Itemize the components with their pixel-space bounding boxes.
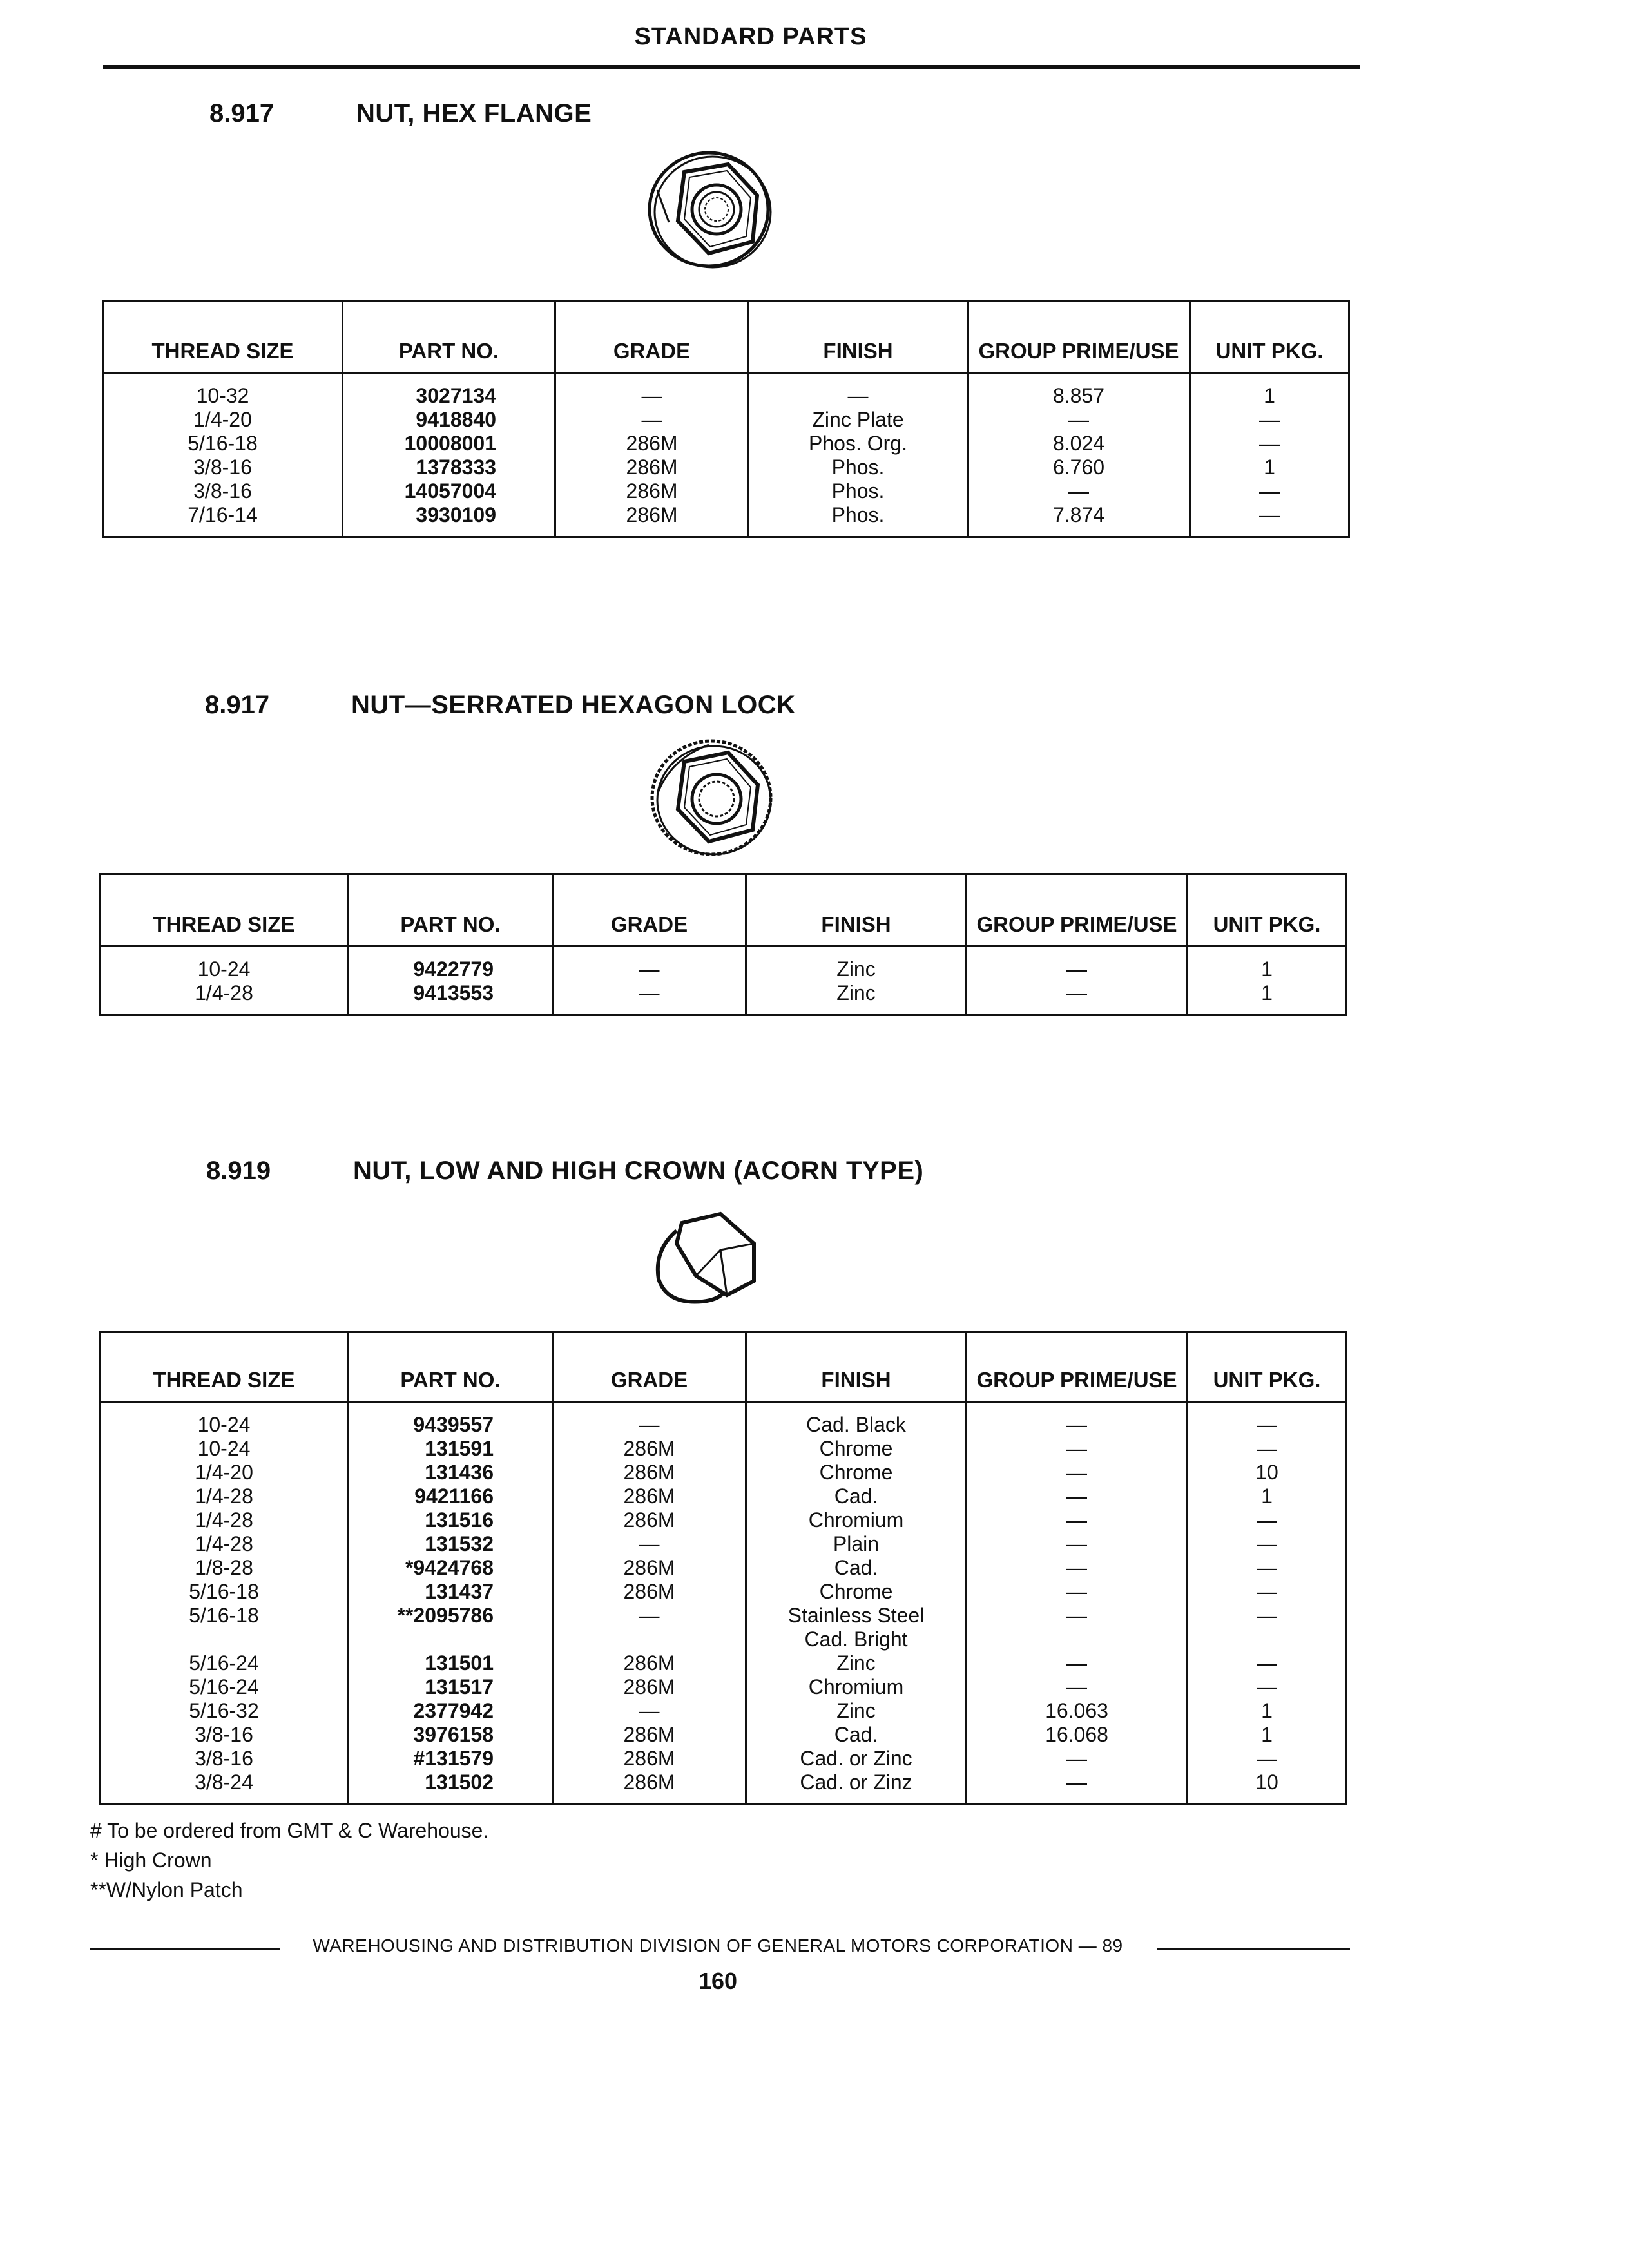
part-number-cell: 3027134 [343, 373, 555, 408]
table-row [100, 1604, 1347, 1628]
unit-cell: 1 [1188, 947, 1347, 982]
part-number-cell: 9418840 [343, 408, 555, 432]
group-cell: — [967, 1402, 1188, 1437]
thread-size-cell: 5/16-24 [100, 1675, 349, 1699]
finish-cell: Chromium [746, 1508, 967, 1532]
thread-size-cell: 5/16-18 [100, 1580, 349, 1604]
finish-cell: Plain [746, 1532, 967, 1556]
table-row [100, 1437, 1347, 1461]
thread-size-cell: 3/8-24 [100, 1771, 349, 1805]
group-cell: 16.068 [967, 1723, 1188, 1747]
parts-table [102, 300, 1350, 538]
grade-cell: 286M [555, 503, 749, 537]
unit-cell: — [1190, 408, 1349, 432]
page-header: STANDARD PARTS [634, 23, 867, 50]
part-number-cell [349, 1628, 553, 1651]
unit-cell: — [1188, 1508, 1347, 1532]
finish-cell: Zinc [746, 947, 967, 982]
section-title: NUT—SERRATED HEXAGON LOCK [351, 691, 796, 719]
thread-size-cell: 1/4-28 [100, 981, 349, 1015]
unit-cell: — [1188, 1651, 1347, 1675]
unit-cell: — [1188, 1532, 1347, 1556]
grade-cell: — [553, 947, 746, 982]
header-rule [103, 65, 1360, 69]
grade-cell: 286M [553, 1556, 746, 1580]
grade-cell: 286M [555, 432, 749, 456]
grade-cell: 286M [553, 1651, 746, 1675]
table-row [100, 1461, 1347, 1485]
col-header-grade: GRADE [553, 1332, 746, 1402]
finish-cell: Cad. [746, 1556, 967, 1580]
parts-table [99, 1331, 1347, 1805]
table-row [100, 1580, 1347, 1604]
thread-size-cell: 3/8-16 [103, 479, 343, 503]
grade-cell: — [553, 981, 746, 1015]
table-row [100, 1675, 1347, 1699]
grade-cell: — [555, 408, 749, 432]
group-cell: — [967, 1580, 1188, 1604]
footnotes [90, 1816, 488, 1905]
page-number: 160 [698, 1968, 738, 1994]
table-row [100, 1723, 1347, 1747]
group-cell: — [967, 947, 1188, 982]
unit-cell: — [1188, 1580, 1347, 1604]
finish-cell: Chrome [746, 1461, 967, 1485]
table-row [100, 1771, 1347, 1805]
table-row [100, 1508, 1347, 1532]
grade-cell: 286M [553, 1771, 746, 1805]
unit-cell: 1 [1190, 456, 1349, 479]
unit-cell: 10 [1188, 1461, 1347, 1485]
grade-cell: 286M [553, 1675, 746, 1699]
part-number-cell: 131436 [349, 1461, 553, 1485]
table-row [100, 1651, 1347, 1675]
part-number-cell: 9422779 [349, 947, 553, 982]
group-cell: — [967, 1485, 1188, 1508]
col-header-finish: FINISH [749, 301, 968, 373]
group-cell: 6.760 [968, 456, 1190, 479]
grade-cell: — [555, 373, 749, 408]
finish-cell: Chrome [746, 1580, 967, 1604]
table-row [100, 1747, 1347, 1771]
col-header-unit: UNIT PKG. [1188, 1332, 1347, 1402]
thread-size-cell: 3/8-16 [100, 1747, 349, 1771]
part-number-cell: 14057004 [343, 479, 555, 503]
group-cell: — [967, 1461, 1188, 1485]
thread-size-cell: 5/16-18 [103, 432, 343, 456]
thread-size-cell: 1/4-20 [103, 408, 343, 432]
footnote: **W/Nylon Patch [90, 1878, 243, 1901]
finish-cell: Cad. [746, 1723, 967, 1747]
unit-cell [1188, 1628, 1347, 1651]
unit-cell: — [1188, 1675, 1347, 1699]
table-row [100, 1532, 1347, 1556]
page-footer: WAREHOUSING AND DISTRIBUTION DIVISION OF GENERAL MOTORS CORPORATION — 89 [313, 1936, 1123, 1956]
thread-size-cell: 5/16-24 [100, 1651, 349, 1675]
thread-size-cell: 3/8-16 [103, 456, 343, 479]
unit-cell: — [1188, 1437, 1347, 1461]
group-cell: — [967, 1508, 1188, 1532]
col-header-group: GROUP PRIME/USE [967, 874, 1188, 947]
table-row [103, 408, 1349, 432]
hex-flange-nut-icon [644, 145, 780, 271]
col-header-grade: GRADE [555, 301, 749, 373]
table-row [100, 1485, 1347, 1508]
table-row [100, 1699, 1347, 1723]
group-cell: — [967, 1771, 1188, 1805]
finish-cell: Phos. [749, 456, 968, 479]
unit-cell: — [1190, 432, 1349, 456]
section-number: 8.917 [205, 691, 270, 719]
finish-cell: Phos. [749, 479, 968, 503]
part-number-cell: #131579 [349, 1747, 553, 1771]
col-header-finish: FINISH [746, 1332, 967, 1402]
col-header-part-no: PART NO. [349, 874, 553, 947]
grade-cell: 286M [553, 1580, 746, 1604]
grade-cell: 286M [553, 1485, 746, 1508]
group-cell: — [968, 408, 1190, 432]
finish-cell: Zinc [746, 981, 967, 1015]
group-cell [967, 1628, 1188, 1651]
thread-size-cell: 1/4-28 [100, 1485, 349, 1508]
part-number-cell: 131532 [349, 1532, 553, 1556]
finish-cell: Cad. [746, 1485, 967, 1508]
part-number-cell: 10008001 [343, 432, 555, 456]
col-header-grade: GRADE [553, 874, 746, 947]
section-number: 8.919 [206, 1157, 271, 1185]
finish-cell: Zinc [746, 1651, 967, 1675]
thread-size-cell: 10-24 [100, 1402, 349, 1437]
col-header-thread-size: THREAD SIZE [103, 301, 343, 373]
part-number-cell: 131516 [349, 1508, 553, 1532]
section-title: NUT, LOW AND HIGH CROWN (ACORN TYPE) [353, 1157, 924, 1185]
part-number-cell: 9413553 [349, 981, 553, 1015]
finish-cell: Stainless Steel [746, 1604, 967, 1628]
col-header-group: GROUP PRIME/USE [968, 301, 1190, 373]
finish-cell: Phos. Org. [749, 432, 968, 456]
group-cell: — [967, 981, 1188, 1015]
unit-cell: — [1188, 1604, 1347, 1628]
group-cell: 16.063 [967, 1699, 1188, 1723]
part-number-cell: 131591 [349, 1437, 553, 1461]
table-row [100, 1402, 1347, 1437]
grade-cell: 286M [553, 1437, 746, 1461]
finish-cell: Cad. Bright [746, 1628, 967, 1651]
group-cell: — [967, 1604, 1188, 1628]
part-number-cell: 131502 [349, 1771, 553, 1805]
unit-cell: — [1188, 1747, 1347, 1771]
table-body [100, 1402, 1347, 1805]
thread-size-cell [100, 1628, 349, 1651]
table-body [100, 947, 1347, 1015]
finish-cell: Cad. or Zinz [746, 1771, 967, 1805]
grade-cell: 286M [553, 1747, 746, 1771]
part-number-cell: 3976158 [349, 1723, 553, 1747]
parts-table [99, 873, 1347, 1016]
grade-cell: 286M [555, 479, 749, 503]
serrated-hex-lock-nut-icon [644, 733, 780, 859]
col-header-part-no: PART NO. [349, 1332, 553, 1402]
thread-size-cell: 10-32 [103, 373, 343, 408]
group-cell: — [967, 1532, 1188, 1556]
thread-size-cell: 3/8-16 [100, 1723, 349, 1747]
col-header-group: GROUP PRIME/USE [967, 1332, 1188, 1402]
unit-cell: — [1190, 479, 1349, 503]
group-cell: 8.024 [968, 432, 1190, 456]
table-row [100, 981, 1347, 1015]
unit-cell: 1 [1188, 1485, 1347, 1508]
group-cell: — [967, 1651, 1188, 1675]
unit-cell: 1 [1188, 981, 1347, 1015]
col-header-unit: UNIT PKG. [1190, 301, 1349, 373]
thread-size-cell: 7/16-14 [103, 503, 343, 537]
group-cell: — [967, 1556, 1188, 1580]
table-row [103, 456, 1349, 479]
col-header-part-no: PART NO. [343, 301, 555, 373]
thread-size-cell: 10-24 [100, 1437, 349, 1461]
unit-cell: — [1188, 1402, 1347, 1437]
finish-cell: Cad. or Zinc [746, 1747, 967, 1771]
grade-cell: — [553, 1402, 746, 1437]
unit-cell: — [1190, 503, 1349, 537]
finish-cell: Zinc [746, 1699, 967, 1723]
finish-cell: Chromium [746, 1675, 967, 1699]
table-row [103, 503, 1349, 537]
unit-cell: — [1188, 1556, 1347, 1580]
table-row [100, 947, 1347, 982]
table-body [103, 373, 1349, 537]
grade-cell [553, 1628, 746, 1651]
col-header-finish: FINISH [746, 874, 967, 947]
grade-cell: 286M [553, 1508, 746, 1532]
grade-cell: — [553, 1532, 746, 1556]
part-number-cell: 3930109 [343, 503, 555, 537]
group-cell: 7.874 [968, 503, 1190, 537]
unit-cell: 10 [1188, 1771, 1347, 1805]
part-number-cell: 131517 [349, 1675, 553, 1699]
part-number-cell: 9421166 [349, 1485, 553, 1508]
thread-size-cell: 10-24 [100, 947, 349, 982]
finish-cell: Zinc Plate [749, 408, 968, 432]
table-row [100, 1556, 1347, 1580]
part-number-cell: *9424768 [349, 1556, 553, 1580]
unit-cell: 1 [1188, 1723, 1347, 1747]
part-number-cell: 9439557 [349, 1402, 553, 1437]
acorn-nut-icon [651, 1205, 767, 1311]
table-row [103, 479, 1349, 503]
grade-cell: 286M [555, 456, 749, 479]
thread-size-cell: 5/16-32 [100, 1699, 349, 1723]
finish-cell: Cad. Black [746, 1402, 967, 1437]
part-number-cell: **2095786 [349, 1604, 553, 1628]
group-cell: — [968, 479, 1190, 503]
group-cell: — [967, 1437, 1188, 1461]
part-number-cell: 2377942 [349, 1699, 553, 1723]
unit-cell: 1 [1190, 373, 1349, 408]
table-row [100, 1628, 1347, 1651]
thread-size-cell: 1/4-20 [100, 1461, 349, 1485]
group-cell: — [967, 1675, 1188, 1699]
group-cell: 8.857 [968, 373, 1190, 408]
finish-cell: — [749, 373, 968, 408]
section-title: NUT, HEX FLANGE [356, 99, 592, 128]
col-header-thread-size: THREAD SIZE [100, 874, 349, 947]
finish-cell: Phos. [749, 503, 968, 537]
grade-cell: 286M [553, 1461, 746, 1485]
unit-cell: 1 [1188, 1699, 1347, 1723]
col-header-thread-size: THREAD SIZE [100, 1332, 349, 1402]
part-number-cell: 131501 [349, 1651, 553, 1675]
grade-cell: 286M [553, 1723, 746, 1747]
table-row [103, 432, 1349, 456]
col-header-unit: UNIT PKG. [1188, 874, 1347, 947]
thread-size-cell: 1/4-28 [100, 1532, 349, 1556]
part-number-cell: 1378333 [343, 456, 555, 479]
group-cell: — [967, 1747, 1188, 1771]
table-row [103, 373, 1349, 408]
finish-cell: Chrome [746, 1437, 967, 1461]
grade-cell: — [553, 1699, 746, 1723]
thread-size-cell: 1/8-28 [100, 1556, 349, 1580]
part-number-cell: 131437 [349, 1580, 553, 1604]
thread-size-cell: 5/16-18 [100, 1604, 349, 1628]
grade-cell: — [553, 1604, 746, 1628]
footnote: # To be ordered from GMT & C Warehouse. [90, 1819, 489, 1842]
thread-size-cell: 1/4-28 [100, 1508, 349, 1532]
footnote: * High Crown [90, 1849, 212, 1872]
section-number: 8.917 [209, 99, 275, 128]
